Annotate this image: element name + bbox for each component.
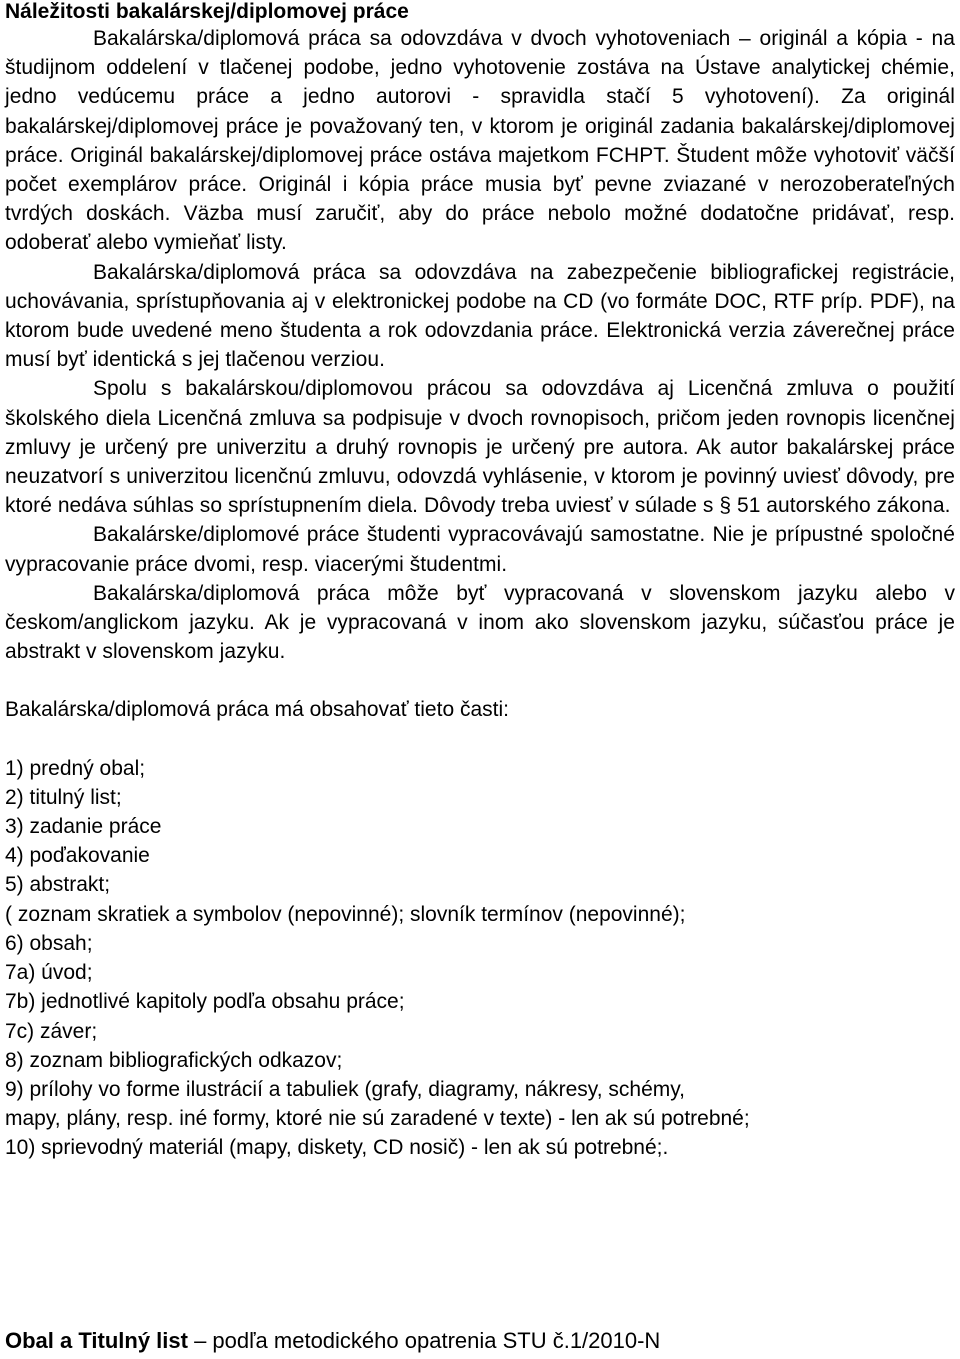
blank-line [5, 666, 955, 695]
footer-note [5, 1327, 660, 1355]
list-item: 7b) jednotlivé kapitoly podľa obsahu práce; [5, 990, 405, 1014]
list-item: 4) poďakovanie [5, 844, 150, 868]
footer-bold-label: Obal a Titulný list [5, 1328, 188, 1353]
document-title: Náležitosti bakalárskej/diplomovej práce [5, 0, 409, 23]
blank-line [5, 725, 955, 754]
list-item: ( zoznam skratiek a symbolov (nepovinné); slovník termínov (nepovinné); [5, 902, 686, 926]
paragraph-language: Bakalárska/diplomová práca môže byť vypracovaná v slovenskom jazyku alebo v českom/anglickom jazyku. Ak je vypracovaná v inom ako slovenskom jazyku, súčasťou práce je abstrakt v slovenskom jazyku. [5, 581, 955, 664]
footer-text: – podľa metodického opatrenia STU č.1/2010-N [187, 1328, 661, 1353]
list-item: 8) zoznam bibliografických odkazov; [5, 1048, 343, 1072]
list-item: 1) predný obal; [5, 756, 146, 780]
paragraph-electronic-version: Bakalárska/diplomová práca sa odovzdáva na zabezpečenie bibliografickej registrácie, uchovávania, sprístupňovania aj v elektronickej podobe na CD (vo formáte DOC, RTF príp. PDF), na ktorom bude uvedené meno študenta a rok odovzdania práce. Elektronická verzia záverečnej práce musí byť identická s jej tlačenou verziou. [5, 260, 955, 372]
list-item: 6) obsah; [5, 931, 93, 955]
list-item: 9) prílohy vo forme ilustrácií a tabuliek (grafy, diagramy, nákresy, schémy, [5, 1077, 686, 1101]
paragraph-license: Spolu s bakalárskou/diplomovou prácou sa odovzdáva aj Licenčná zmluva o použití školského diela Licenčná zmluva sa podpisuje v dvoch rovnopisoch, pričom jeden rovnopis licenčnej zmluvy je určený pre univerzitu a druhý rovnopis je určený pre autora. Ak autor bakalárskej práce neuzatvorí s univerzitou licenčnú zmluvu, odovzdá vyhlásenie, v ktorom je povinný uviesť dôvody, pre ktoré nedáva súhlas so sprístupnením diela. Dôvody treba uviesť v súlade s § 51 autorského zákona. [5, 377, 955, 518]
paragraph-submission: Bakalárska/diplomová práca sa odovzdáva v dvoch vyhotoveniach – originál a kópia - na študijnom oddelení v tlačenej podobe, jedno vyhotovenie zostáva na Ústave analytickej chémie, jedno vedúcemu práce a jedno autorovi - spravidla stačí 5 vyhotovení). Za originál bakalárskej/diplomovej práce je považovaný ten, v ktorom je originál zadania bakalárskej/diplomovej práce. Originál bakalárskej/diplomovej práce ostáva majetkom FCHPT. Študent môže vyhotoviť väčší počet exemplárov práce. Originál i kópia práce musia byť pevne zviazané v nerozoberateľných tvrdých doskách. Väzba musí zaručiť, aby do práce nebolo možné dodatočne pridávať, resp. odoberať alebo vymieňať listy. [5, 27, 955, 255]
document-page [5, 0, 955, 1163]
paragraph-independent-work: Bakalárske/diplomové práce študenti vypracovávajú samostatne. Nie je prípustné spoločné vypracovanie práce dvomi, resp. viacerými študentmi. [5, 523, 955, 576]
parts-intro: Bakalárska/diplomová práca má obsahovať tieto časti: [5, 698, 509, 722]
list-item: 7a) úvod; [5, 961, 93, 985]
list-item: mapy, plány, resp. iné formy, ktoré nie sú zaradené v texte) - len ak sú potrebné; [5, 1107, 750, 1131]
list-item: 3) zadanie práce [5, 815, 162, 839]
list-item: 7c) záver; [5, 1019, 98, 1043]
list-item: 5) abstrakt; [5, 873, 111, 897]
list-item: 2) titulný list; [5, 785, 122, 809]
list-item: 10) sprievodný materiál (mapy, diskety, CD nosič) - len ak sú potrebné;. [5, 1136, 669, 1160]
parts-list [5, 754, 955, 1163]
